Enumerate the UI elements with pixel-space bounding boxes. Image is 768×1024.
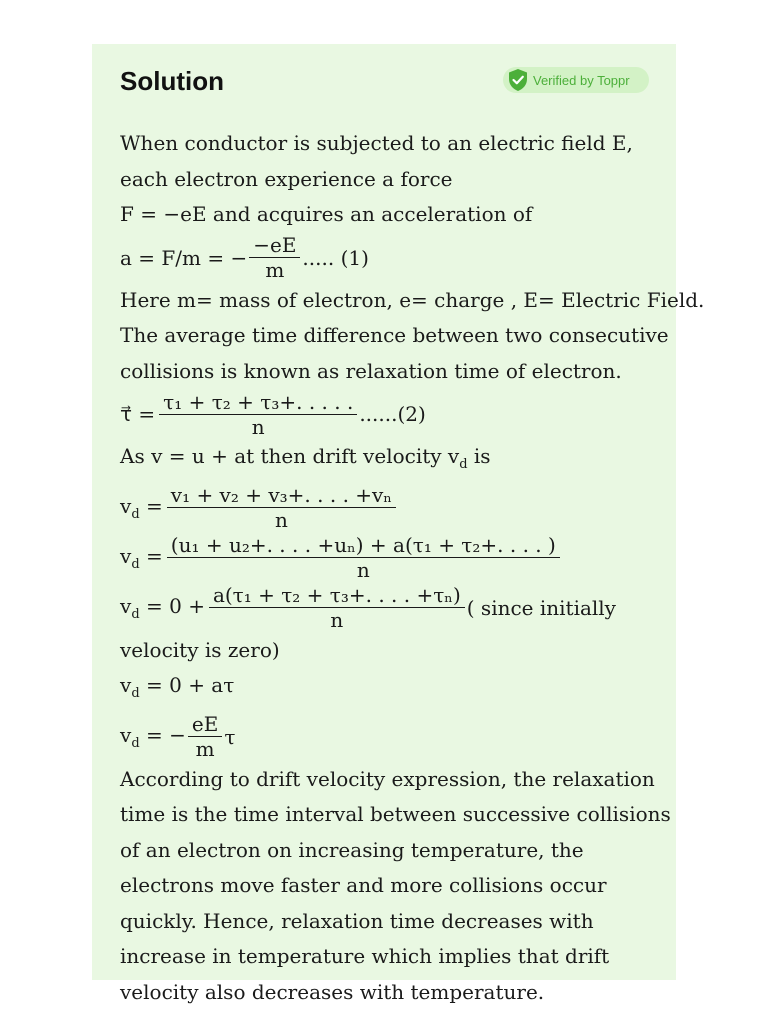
numerator: a(τ₁ + τ₂ + τ₃+. . . . +τₙ) (209, 583, 465, 608)
text-line: collisions is known as relaxation time of electron. (120, 358, 622, 383)
subscript: d (131, 606, 140, 622)
fraction (188, 712, 222, 761)
denominator: n (356, 558, 370, 582)
var: v (120, 673, 132, 697)
solution-body (120, 126, 705, 1010)
fraction (167, 483, 396, 532)
text-line: The average time difference between two consecutive (120, 323, 669, 347)
eq-lhs: τ⃗ = (120, 402, 156, 426)
operator: = (139, 493, 163, 518)
equation-drift-velocity-2 (120, 533, 660, 583)
equation-acceleration (120, 233, 660, 283)
numerator: (u₁ + u₂+. . . . +uₙ) + a(τ₁ + τ₂+. . . . ) (167, 533, 560, 558)
eq-tail: ..... (1) (302, 245, 369, 270)
var: v (120, 722, 132, 747)
denominator: n (251, 414, 265, 439)
subscript: d (131, 506, 140, 522)
numerator: τ₁ + τ₂ + τ₃+. . . . . (159, 390, 357, 415)
subscript: d (131, 556, 140, 572)
text-line: velocity also decreases with temperature. (120, 979, 545, 1004)
text-line: According to drift velocity expression, the relaxation (120, 766, 655, 791)
equation-drift-velocity-1 (120, 483, 660, 533)
verified-badge-label: Verified by Toppr (533, 72, 630, 88)
numerator: v₁ + v₂ + v₃+. . . . +vₙ (167, 483, 396, 508)
text-line: F = −eE and acquires an acceleration of (120, 202, 533, 226)
text-line: electrons move faster and more collisions occur (120, 873, 607, 897)
eq-lhs (120, 723, 186, 751)
operator: = (139, 543, 163, 568)
fraction (159, 390, 357, 439)
denominator: m (265, 258, 285, 282)
eq-lhs (120, 494, 163, 522)
denominator: n (274, 508, 288, 532)
denominator: n (330, 608, 344, 632)
eq-lhs (120, 544, 163, 572)
text-line: time is the time interval between successive collisions (120, 802, 671, 826)
text-span: As v = u + at then drift velocity v (120, 444, 460, 468)
text-line: Here m= mass of electron, e= charge , E= Electric Field. (120, 287, 705, 312)
operator: = − (139, 722, 186, 747)
text-line: velocity is zero) (120, 637, 280, 662)
rhs: = 0 + aτ (139, 673, 235, 697)
fraction (167, 533, 560, 582)
solution-title: Solution (120, 66, 224, 96)
eq-tail: τ (224, 724, 236, 749)
equation-drift-velocity-4 (120, 668, 660, 712)
subscript: d (131, 735, 140, 751)
denominator: m (195, 737, 215, 761)
equation-relaxation-time (120, 389, 660, 439)
text-line: of an electron on increasing temperature, the (120, 837, 584, 862)
operator: = 0 + (139, 593, 205, 618)
equation-drift-velocity-3 (120, 583, 660, 633)
verified-badge (503, 67, 649, 93)
text-line: When conductor is subjected to an electric field E, (120, 131, 633, 155)
text-line (120, 439, 660, 483)
shield-check-icon (507, 68, 529, 92)
eq-lhs (120, 594, 205, 622)
fraction (209, 583, 465, 632)
fraction (249, 233, 300, 282)
subscript: d (459, 457, 468, 472)
numerator: eE (188, 712, 222, 737)
numerator: −eE (249, 233, 300, 258)
text-span: is (467, 444, 491, 468)
var: v (120, 543, 132, 568)
text-line: quickly. Hence, relaxation time decreases with (120, 908, 594, 933)
eq-lhs: a = F/m = − (120, 245, 248, 270)
subscript: d (131, 686, 140, 701)
eq-tail: ( since initially (466, 595, 616, 620)
eq-tail: ......(2) (359, 402, 426, 426)
var: v (120, 493, 132, 518)
text-line: increase in temperature which implies that drift (120, 944, 610, 968)
equation-drift-velocity-5 (120, 712, 660, 762)
var: v (120, 593, 132, 618)
text-line: each electron experience a force (120, 166, 453, 191)
solution-card (92, 44, 705, 1004)
